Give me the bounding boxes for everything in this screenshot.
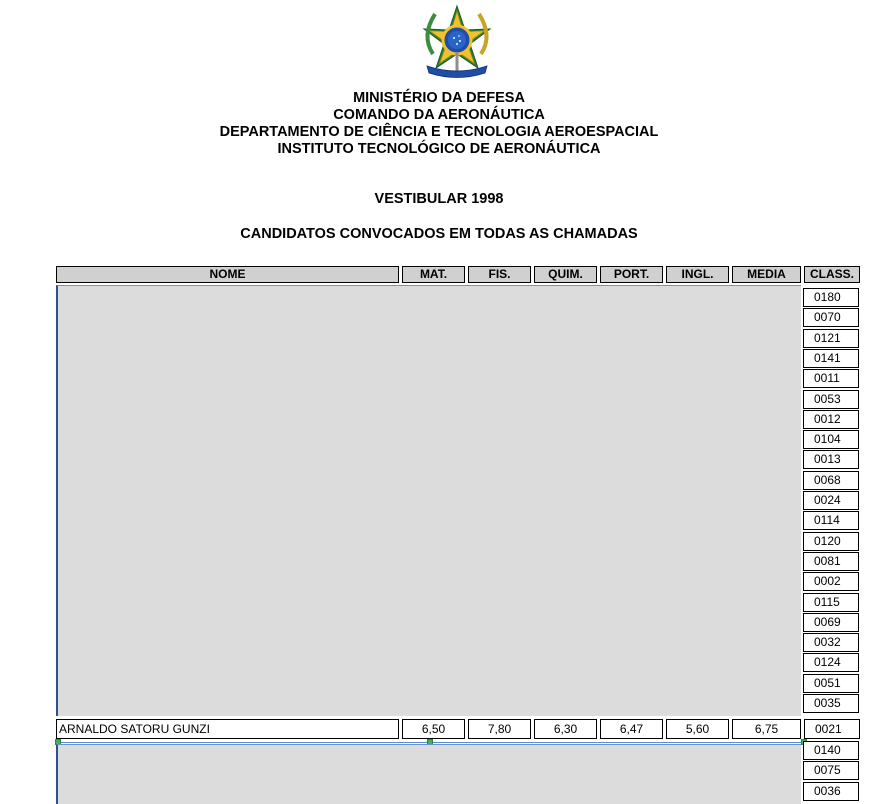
class-cell: 0051	[803, 674, 859, 693]
class-cell: 0035	[803, 694, 859, 713]
column-header-fis: FIS.	[468, 266, 531, 283]
class-cell: 0121	[803, 329, 859, 348]
institution-line: COMANDO DA AERONÁUTICA	[333, 107, 545, 123]
list-title: CANDIDATOS CONVOCADOS EM TODAS AS CHAMADAS	[240, 226, 638, 242]
class-cell: 0012	[803, 410, 859, 429]
column-header-nome: NOME	[56, 266, 399, 283]
class-cell: 0053	[803, 390, 859, 409]
class-cell: 0069	[803, 613, 859, 632]
class-cell: 0013	[803, 450, 859, 469]
class-cell: 0180	[803, 288, 859, 307]
class-cell: 0011	[803, 369, 859, 388]
class-cell: 0140	[803, 741, 859, 760]
class-cell: 0120	[803, 532, 859, 551]
institution-line: DEPARTAMENTO DE CIÊNCIA E TECNOLOGIA AEROESPACIAL	[219, 124, 659, 140]
institution-line: INSTITUTO TECNOLÓGICO DE AERONÁUTICA	[277, 141, 601, 157]
class-cell: 0104	[803, 430, 859, 449]
class-cell: 0070	[803, 308, 859, 327]
column-header-mat: MAT.	[402, 266, 465, 283]
brazil-coat-of-arms-icon	[418, 2, 496, 80]
cell-class: 0021	[804, 719, 860, 739]
class-cell: 0024	[803, 491, 859, 510]
cell-fis: 7,80	[468, 719, 531, 739]
redacted-rows-block	[56, 744, 801, 804]
class-cell: 0002	[803, 572, 859, 591]
column-header-ingl: INGL.	[666, 266, 729, 283]
column-header-class: CLASS.	[804, 266, 860, 283]
cell-ingl: 5,60	[666, 719, 729, 739]
class-cell: 0115	[803, 593, 859, 612]
class-cell: 0114	[803, 511, 859, 530]
class-cell: 0032	[803, 633, 859, 652]
class-cell: 0075	[803, 761, 859, 780]
exam-title: VESTIBULAR 1998	[374, 191, 504, 207]
redacted-rows-block	[56, 285, 801, 716]
class-cell: 0068	[803, 471, 859, 490]
cell-quim: 6,30	[534, 719, 597, 739]
class-cell: 0081	[803, 552, 859, 571]
cell-port: 6,47	[600, 719, 663, 739]
cell-nome: ARNALDO SATORU GUNZI	[56, 719, 399, 739]
cell-mat: 6,50	[402, 719, 465, 739]
cell-media: 6,75	[732, 719, 801, 739]
column-header-port: PORT.	[600, 266, 663, 283]
class-cell: 0141	[803, 349, 859, 368]
class-cell: 0124	[803, 653, 859, 672]
class-cell: 0036	[803, 782, 859, 801]
column-header-quim: QUIM.	[534, 266, 597, 283]
institution-line: MINISTÉRIO DA DEFESA	[353, 90, 525, 106]
column-header-media: MEDIA	[732, 266, 801, 283]
